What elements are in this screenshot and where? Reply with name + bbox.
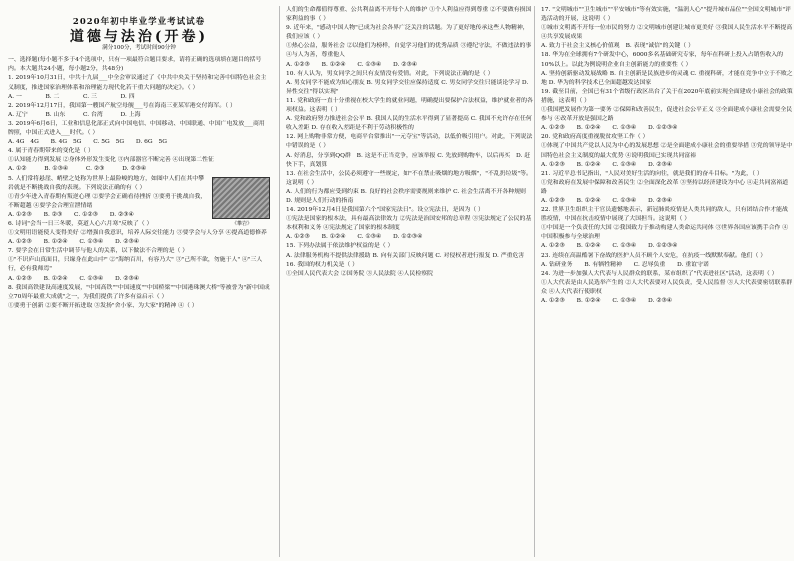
question-line: 人们的生命都值得尊重、公共利益离不开每个人的维护 ①个人利益应得到尊重 ②不要做有损国家利益的事（ ）: [286, 7, 532, 23]
column-left: [8, 6, 270, 557]
question-line: ①认知能力得到发展 ②身体外形发生变化 ③内部器官不断完善 ④出现第二性征: [8, 157, 214, 164]
question-line: 14. 2019年12月4日是我国第六个"国家宪法日"。设立宪法日，是因为（ ）: [286, 207, 484, 214]
question-line: A. ①② B. ①③④ C. ②③ D. ②③④: [8, 166, 147, 173]
question-line: 24. 为进一步加强人大代表与人民群众的联系，某市组织了"代表进社区"活动，这表明（ ）: [541, 270, 778, 277]
question-line: ①要勇于创新 ②要不断开拓进取 ③发扬"舍小家、为大家"的精神 ④（ ）: [8, 302, 198, 309]
question-line: ①"不识庐山真面目，只缘身在此山中" ②"海纳百川，有容乃大" ③"己所不欲，勿施于人" ④"三人行，必有我师焉": [8, 257, 263, 273]
question-line: ①热心公益，服务社会 ②以他们为榜样，自觉学习他们的优秀品质 ③遵纪守法，不做违法的事 ④与人为善，尊重他人: [286, 43, 532, 59]
exam-title: 2020年初中毕业学业考试试卷: [72, 17, 206, 27]
question-line: A. ①②③ B. ①②④ C. ①③④ D. ②③④: [8, 239, 140, 246]
question-line: A. 党和政府努力推进社会公平 B. 我国人民的生活水平得到了显著提高 C. 我国不允许存在任何收入差距 D. 存在收入差距是不利于劳动积极性的: [286, 116, 532, 132]
photo-caption: 《攀岩》: [231, 220, 252, 227]
question-line: 11. 党和政府一直十分重视在校大学生的就业问题，明确提出要保护合法权益，维护就业者的各项权益。这表明（ ）: [286, 97, 533, 114]
question-line: 一、选择题(每小题不多于4个选项中，只有一项最符合题目要求，请将正确的选项填在题目的括号内。本大题共24小题，每小题2分，共48分): [8, 57, 262, 73]
question-line: 15. 下列办法属于依法维护权益的是（ ）: [286, 243, 394, 250]
question-line: 22. 世界卫生组织主干官员遗憾地表示，新冠肺炎疫情是人类共同的敌人，只有团结合作才能战胜疫情，中国在抗击疫情中展现了大国担当。这说明（ ）: [541, 207, 788, 223]
column-middle-questions: [286, 6, 534, 279]
column-right-questions: [541, 6, 793, 306]
question-line: 18. 华为在全球拥有7个研发中心，6000多名基础研究专家，每年在科研上投入占销售收入的10%以上。以此为例说明企业自主创新能力的重要性（ ）: [541, 52, 784, 68]
question-line: A. ①②③ B. ①②④ C. ①③④ D. ②③④: [286, 61, 418, 68]
question-line: ①中国是一个负责任的大国 ②我国致力于推动构建人类命运共同体 ③世界各国应该携手合作 ④中国积极参与全球治理: [541, 225, 789, 241]
question-line: 21. 习近平总书记指出，"人民对美好生活的向往，就是我们的奋斗目标。"为此，（ ）: [541, 170, 763, 177]
question-line: A. 致力于社会主义核心价值观 B. 表现"诚信"的关键（ ）: [541, 43, 694, 50]
question-line: 9. 近年来，"感动中国人物"已成为社会各界广泛关注的话题。为了更好地传承这些人物精神，我们应该（ ）: [286, 25, 529, 41]
question-line: A. 坚持创新驱动发展战略 B. 自主创新是民族进步的灵魂 C. 重视科研，才能在竞争中立于不败之地 D. 华为的科学技术已全面超越发达国家: [541, 70, 793, 86]
question-line: A. ①②③ B. ①②④ C. ①③④ D. ②③④: [541, 197, 673, 204]
question-line: 10. 有人认为，男女同学之间只有友情没有爱情。对此，下列说法正确的是（ ）: [286, 70, 494, 77]
score-info: 满分100分，考试时间90分钟: [102, 45, 176, 52]
question-line: ①青少年进入青春期有叛逆心理 ②要学会正确看待挫折 ③要勇于挑战自我，不断超越 ④要学会合理宣泄情绪: [8, 193, 207, 209]
question-line: 8. 我国高铁建设高速度发展，"中国高铁""中国速度""中国桥梁""中国港珠澳大桥"等被誉为"新中国成立70周年最重大成就"之一，为我们提供了许多有益启示（ ）: [8, 284, 270, 300]
question-line: 7. 要学会在日常生活中调节与他人的关系，以下做法不合理的是（ ）: [8, 248, 189, 255]
question-line: A. ①②③ B. ①②④ C. ①③④ D. ①②③④: [541, 243, 678, 250]
question-line: A. ①②③ B. ①②④ C. ①③④ D. ②③④: [8, 275, 140, 282]
question-line: A. ①②③ B. ①②④ C. ①③④ D. ②③④: [541, 298, 673, 304]
question-line: A. 男女同学不能成为知心朋友 B. 男女同学交往应保持适度 C. 男女同学交往只能谈论学习 D. 异性交往"得以实现": [286, 79, 529, 95]
question-line: ①党和政府在发展中保障和改善民生 ②全面深化改革 ③坚持以经济建设为中心 ④走共同富裕道路: [541, 179, 789, 195]
question-line: ①全国人民代表大会 ②国务院 ③人民法院 ④人民检察院: [286, 270, 433, 277]
question-line: A. ①②③ B. ②③ C. ①②③ D. ②③④: [8, 211, 134, 218]
question-line: ①城市文明离不开每一位市民的努力 ②文明城市创建让城市更美好 ③我国人民生活水平不断提高 ④共享发展成果: [541, 25, 793, 41]
question-line: A. 一 B. 二 C. 三 D. 四: [8, 93, 135, 100]
question-line: A. ①②③ B. ①②④ C. ①③④ D. ①②③④: [286, 234, 423, 241]
climbing-photo: [212, 177, 270, 219]
question-line: 5. 人们常将悬崖、峭壁之处称为世界上最险峻的地方，如图中人们在其中攀岩就是不断挑战自我的表现。下列说法正确的有（ ）: [8, 175, 204, 191]
question-line: ①体现了中国共产党以人民为中心的发展思想 ②是全面建成小康社会的重要举措 ③党的领导是中国特色社会主义制度的最大优势 ④说明我国已实现共同富裕: [541, 143, 793, 159]
question-line: 13. 在社会生活中，公民必须遵守一些规定，如"不在禁止吸烟的地方吸烟"，"不乱扔垃圾"等。这说明（ ）: [286, 170, 532, 186]
question-line: 23. 连续在高温酷暑下奋战的医护人员不顾个人安危，在抗疫一线默默奉献。他们（ ）: [541, 252, 767, 259]
question-line: 12. 网上购物非常方便，电商平台常推出"一元夺宝"等活动，以低价吸引用户。对此，下列说法中错误的是（ ）: [286, 134, 533, 150]
question-line: ①宪法是国家的根本法，具有最高法律效力 ②宪法是治国安邦的总章程 ③宪法规定了公民的基本权利和义务 ④宪法规定了国家的根本制度: [286, 216, 532, 232]
question-line: A. 辽宁 B. 山东 C. 台湾 D. 上海: [8, 111, 141, 118]
question-line: 3. 2019年6月6日，工业和信息化部正式向中国电信、中国移动、中国联通、中国广电发放___商用牌照，中国正式进入___时代。（ ）: [8, 120, 265, 137]
column-middle: [279, 6, 534, 557]
question-line: A. 好消息，分享到QQ群 B. 这是不正当竞争，应该举报 C. 先放到购物车，以后再买 D. 赶快下手，真划算: [286, 152, 531, 168]
question-line: 20. 党和政府高度重视脱贫攻坚工作（ ）: [541, 134, 649, 141]
column-left-questions: [8, 56, 270, 311]
question-line: A. 法律服务机构不提供法律援助 B. 向有关部门反映问题 C. 对侵权者进行报复 D. 严重危害: [286, 252, 525, 259]
question-line: 16. 我国的权力机关是（ ）: [286, 261, 359, 268]
column-right: [534, 6, 793, 557]
question-line: 6. 诗词"会当一日三冬暖，莫道人心六月寒"反映了（ ）: [8, 220, 153, 227]
question-line: ①人大代表是由人民选举产生的 ②人大代表要对人民负责，受人民监督 ③人大代表要密切联系群众 ④人大代表行使职权: [541, 279, 793, 295]
question-line: A. 4G 4G B. 4G 5G C. 5G 5G D. 6G 5G: [8, 139, 167, 146]
question-line: ①文明用语能使人变得美好 ②增强自我意识，培养人际交往能力 ③要学会与人分享 ④提高道德修养: [8, 230, 267, 237]
subject-title: 道德与法治(开卷): [69, 29, 209, 46]
question-line: ①我国把发展作为第一要务 ②保障和改善民生，促进社会公平正义 ③全面建成小康社会需要全民参与 ④改革开放是强国之路: [541, 107, 793, 123]
question-line: A. ①②③ B. ①②④ C. ①③④ D. ①②③④: [541, 125, 678, 132]
question-line: A. ①②③ B. ①②④ C. ①③④ D. ②③④: [541, 161, 673, 168]
question-line: 2. 2019年12月17日，我国第一艘国产航空母舰___号在海南三亚某军港交付海军。（ ）: [8, 102, 236, 109]
question-line: 17. "文明城市""卫生城市""平安城市"等有效实施，"温润人心""提升城市品位""全国文明城市"评选活动的开展，这说明（ ）: [541, 7, 791, 23]
question-line: A. 人们的行为都应受到约束 B. 良好的社会秩序需要规则来维护 C. 社会生活离不开各种规则 D. 规则是人们行动的指南: [286, 188, 526, 204]
question-line: 1. 2019年10月31日，中共十九届___中全会审议通过了《中共中央关于坚持和完善中国特色社会主义制度，推进国家治理体系和治理能力现代化若干重大问题的决定》。（ ）: [8, 75, 267, 91]
question-line: 19. 截至目前，全国已有31个省级行政区出台了关于在2020年底前实现全面建成小康社会的政策措施，这表明（ ）: [541, 88, 793, 104]
question-line: 4. 属于青春期带来的变化是（ ）: [8, 148, 94, 155]
question-line: A. 钻研业务 B. 有牺牲精神 C. 忍辱负重 D. 重谊守诺: [541, 261, 709, 268]
